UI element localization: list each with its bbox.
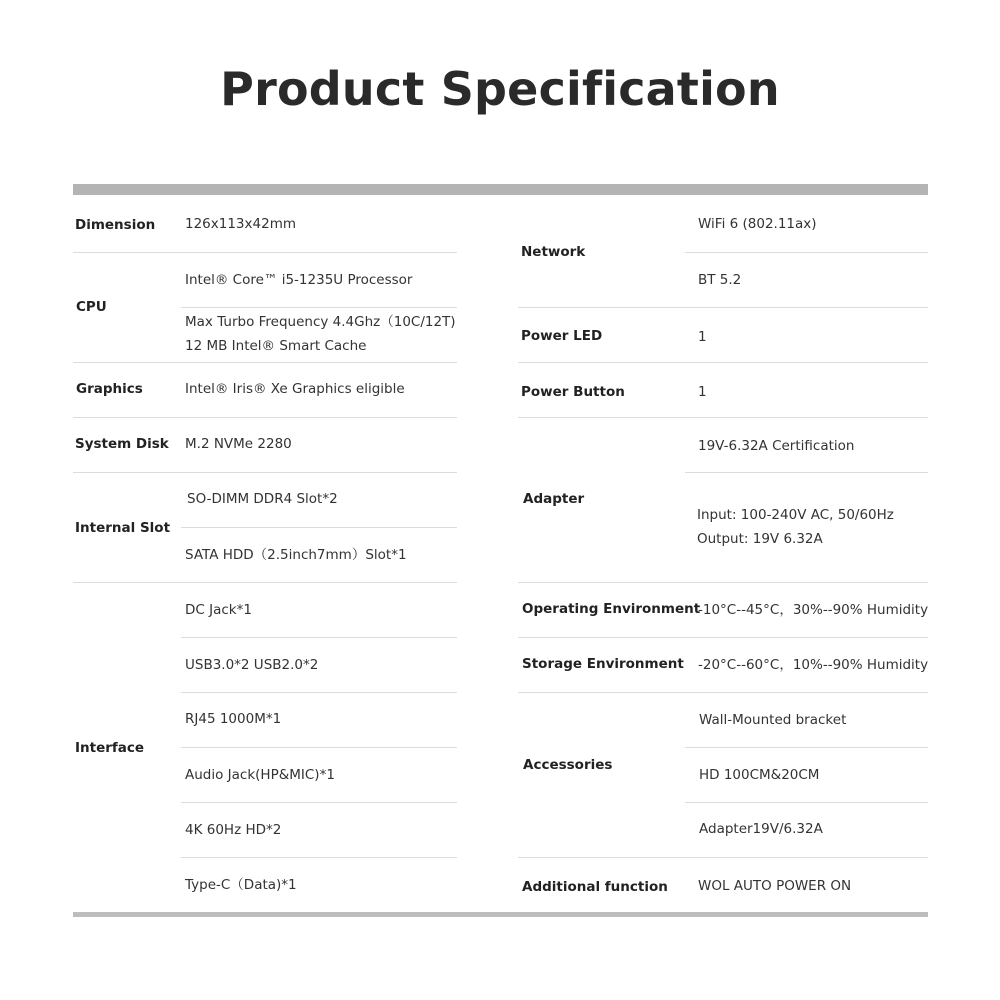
row-divider	[518, 582, 928, 583]
spec-label-dimension: Dimension	[75, 217, 156, 233]
spec-value-system-disk: M.2 NVMe 2280	[185, 436, 292, 452]
spec-value-accessories-hd: HD 100CM&20CM	[699, 767, 820, 783]
spec-label-graphics: Graphics	[76, 381, 143, 397]
spec-value-dimension: 126x113x42mm	[185, 216, 296, 232]
spec-label-power-button: Power Button	[521, 384, 625, 400]
row-divider	[73, 362, 457, 363]
spec-value-interface-audio: Audio Jack(HP&MIC)*1	[185, 767, 335, 783]
row-divider	[685, 747, 928, 748]
row-divider	[73, 582, 457, 583]
spec-value-storage-env: -20°C--60°C，10%--90% Humidity	[698, 657, 929, 673]
spec-value-interface-usb: USB3.0*2 USB2.0*2	[185, 657, 319, 673]
spec-label-network: Network	[521, 244, 586, 260]
spec-value-cpu-turbo: Max Turbo Frequency 4.4Ghz（10C/12T)	[185, 314, 456, 330]
spec-value-interface-typec: Type-C（Data)*1	[185, 877, 297, 893]
row-divider	[518, 362, 928, 363]
spec-label-cpu: CPU	[76, 299, 107, 315]
row-divider	[73, 252, 457, 253]
spec-label-accessories: Accessories	[523, 757, 613, 773]
row-divider	[181, 527, 457, 528]
row-divider	[181, 802, 457, 803]
row-divider	[73, 417, 457, 418]
spec-label-additional: Additional function	[522, 879, 668, 895]
spec-value-accessories-bracket: Wall-Mounted bracket	[699, 712, 847, 728]
spec-value-cpu-cache: 12 MB Intel® Smart Cache	[185, 338, 367, 354]
row-divider	[685, 472, 928, 473]
top-divider-bar	[73, 184, 928, 195]
spec-label-operating-env: Operating Environment	[522, 601, 701, 617]
spec-value-adapter-output: Output: 19V 6.32A	[697, 531, 823, 547]
row-divider	[518, 307, 928, 308]
spec-value-internal-slot-ram: SO-DIMM DDR4 Slot*2	[187, 491, 338, 507]
spec-value-interface-rj45: RJ45 1000M*1	[185, 711, 282, 727]
spec-value-adapter-input: Input: 100-240V AC, 50/60Hz	[697, 507, 894, 523]
row-divider	[685, 802, 928, 803]
spec-label-adapter: Adapter	[523, 491, 585, 507]
row-divider	[518, 857, 928, 858]
spec-value-internal-slot-hdd: SATA HDD（2.5inch7mm）Slot*1	[185, 547, 407, 563]
spec-value-accessories-adapter: Adapter19V/6.32A	[699, 821, 823, 837]
spec-value-adapter-cert: 19V-6.32A Certification	[698, 438, 855, 454]
spec-label-internal-slot: Internal Slot	[75, 520, 171, 536]
spec-value-operating-env: -10°C--45°C，30%--90% Humidity	[698, 602, 929, 618]
row-divider	[518, 417, 928, 418]
spec-value-additional: WOL AUTO POWER ON	[698, 878, 852, 894]
row-divider	[181, 692, 457, 693]
spec-value-power-button: 1	[698, 384, 707, 400]
spec-value-network-wifi: WiFi 6 (802.11ax)	[698, 216, 817, 232]
spec-value-interface-dc: DC Jack*1	[185, 602, 252, 618]
spec-label-interface: Interface	[75, 740, 145, 756]
bottom-divider-bar	[73, 912, 928, 917]
spec-label-power-led: Power LED	[521, 328, 603, 344]
spec-label-storage-env: Storage Environment	[522, 656, 684, 672]
row-divider	[181, 747, 457, 748]
row-divider	[685, 252, 928, 253]
spec-value-graphics: Intel® Iris® Xe Graphics eligible	[185, 381, 405, 397]
row-divider	[181, 857, 457, 858]
row-divider	[73, 472, 457, 473]
row-divider	[518, 637, 928, 638]
row-divider	[181, 637, 457, 638]
spec-label-system-disk: System Disk	[75, 436, 169, 452]
row-divider	[518, 692, 928, 693]
spec-value-cpu-model: Intel® Core™ i5-1235U Processor	[185, 272, 413, 288]
page-title: Product Specification	[220, 62, 780, 116]
spec-value-network-bt: BT 5.2	[698, 272, 742, 288]
spec-value-interface-hd: 4K 60Hz HD*2	[185, 822, 282, 838]
spec-value-power-led: 1	[698, 329, 707, 345]
row-divider	[181, 307, 457, 308]
